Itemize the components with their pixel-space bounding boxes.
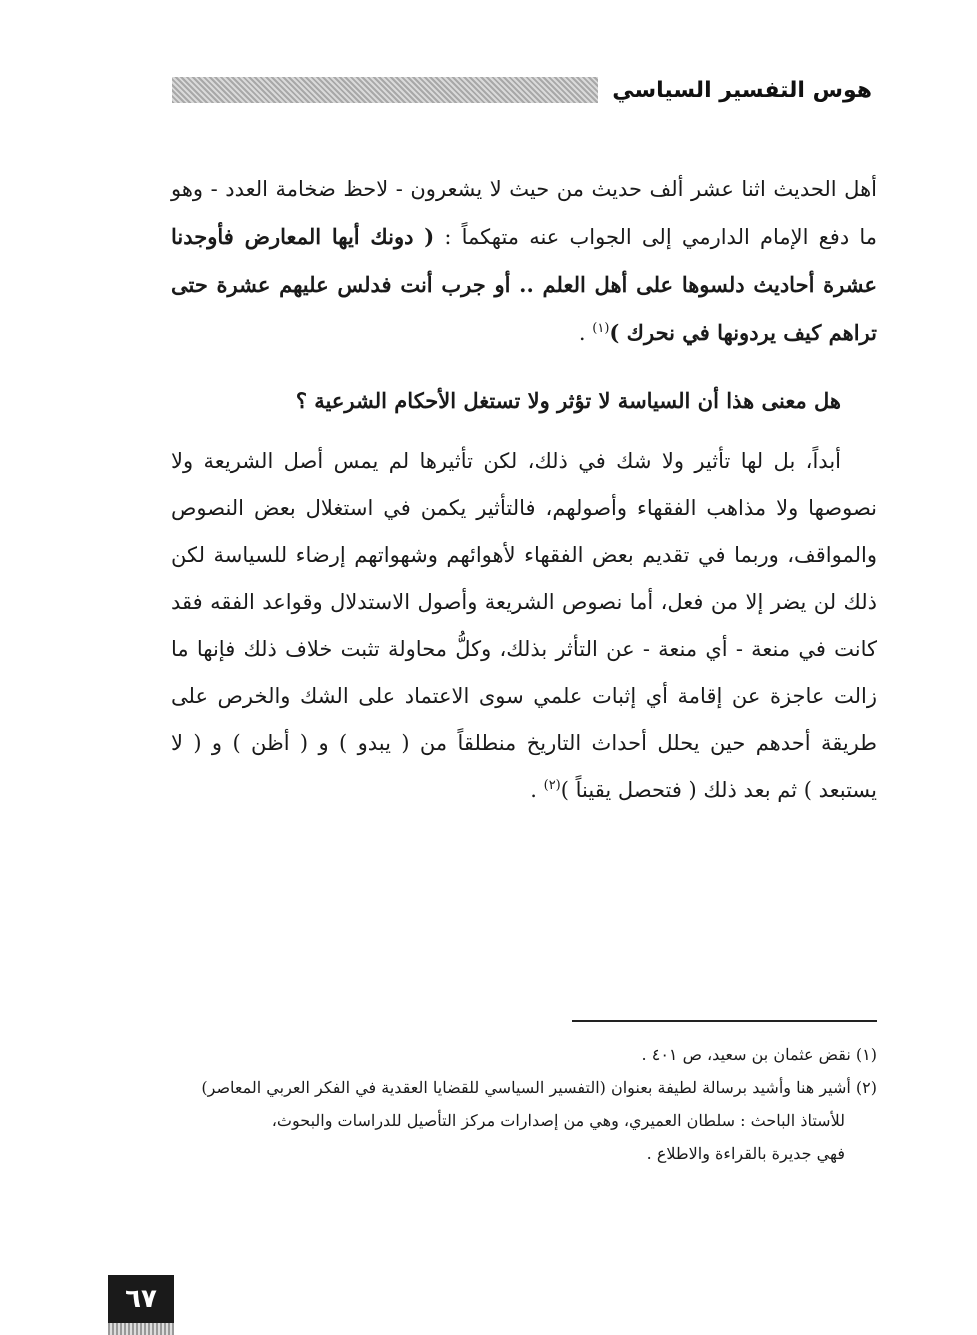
footnote-2-line-3: فهي جديرة بالقراءة والاطلاع . — [646, 1144, 845, 1163]
paragraph-2-text: أبداً، بل لها تأثير ولا شك في ذلك، لكن تأثيرها لم يمس أصل الشريعة ولا نصوصها ولا مذاهب الفقهاء وأصولهم، فالتأثير يكمن في استغلال بعض النصوص والمواقف، وربما في تقديم بعض الفقهاء لأهوائهم وشهواتهم إرضاء للسياسة لكن ذلك لن يضر إلا من فعل، أما نصوص الشريعة وأصول الاستدلال وقواعد الفقه فقد كانت في منعة - أي منعة - عن التأثر بذلك، وكلُّ محاولة تثبت خلاف ذلك فإنها ما زالت عاجزة عن إقامة أي إثبات علمي سوى الاعتماد على الشك والخرص على طريقة أحدهم حين يحلل أحداث التاريخ منطلقاً من ( يبدو ) و ( أظن ) و ( لا يستبعد ) ثم بعد ذلك ( فتحصل يقيناً ) — [171, 449, 877, 802]
header-decorative-bar — [172, 77, 598, 103]
paragraph-1-end: . — [578, 321, 593, 345]
paragraph-2 — [171, 438, 877, 814]
darimi-quote: ( دونك أيها المعارض فأوجدنا عشرة أحاديث دلسوها على أهل العلم .. أو جرب أنت فدلس عليهم عشرة حتى تراهم كيف يردونها في نحرك ) — [171, 224, 877, 345]
footnote-2-line-2: للأستاذ الباحث : سلطان العميري، وهي من إصدارات مركز التأصيل للدراسات والبحوث، — [271, 1111, 845, 1130]
main-text — [171, 166, 877, 814]
question-heading: هل معنى هذا أن السياسة لا تؤثر ولا تستغل الأحكام الشرعية ؟ — [295, 388, 841, 413]
running-title: هوس التفسير السياسي — [612, 77, 872, 103]
page-number-shade — [108, 1323, 174, 1335]
page-number: ٦٧ — [108, 1275, 174, 1323]
footnotes — [171, 1038, 877, 1170]
paragraph-1 — [171, 166, 877, 357]
footnote-2-line-1: (٢) أشير هنا وأشيد برسالة لطيفة بعنوان (التفسير السياسي للقضايا العقدية في الفكر العربي المعاصر) — [201, 1078, 877, 1097]
footnote-ref-1: (١) — [592, 321, 610, 336]
paragraph-2-end: . — [530, 778, 544, 802]
running-header — [172, 70, 872, 110]
footnote-ref-2: (٢) — [543, 778, 561, 793]
paragraph-1-text: أهل الحديث اثنا عشر ألف حديث من حيث لا يشعرون - لاحظ ضخامة العدد - وهو ما دفع الإمام الدارمي إلى الجواب عنه متهكماً : — [171, 177, 877, 249]
footnote-separator — [572, 1020, 877, 1022]
footnote-1: (١) نقض عثمان بن سعيد، ص ٤٠١ . — [641, 1045, 877, 1064]
